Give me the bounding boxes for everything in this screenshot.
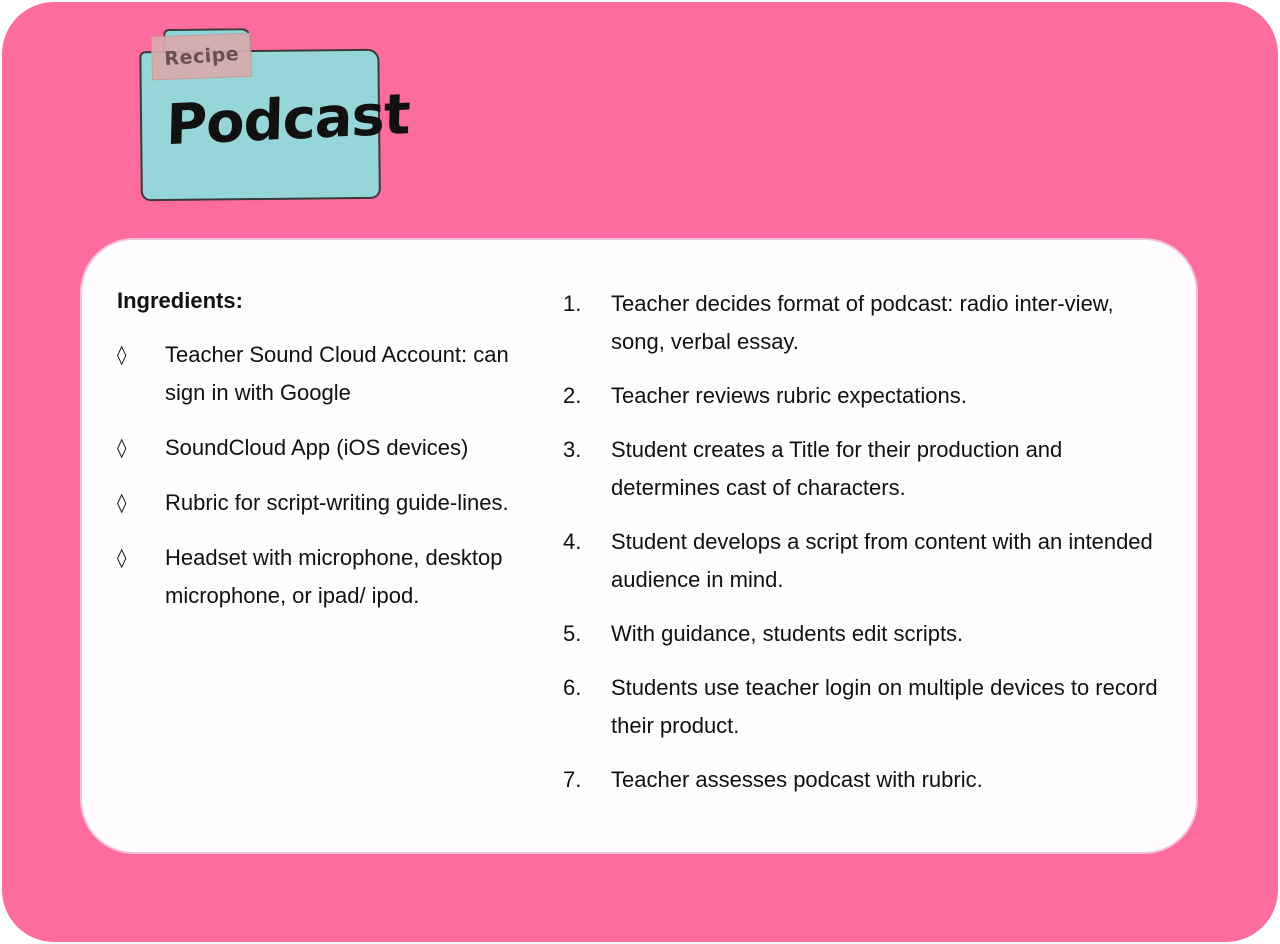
ingredient-text: Teacher Sound Cloud Account: can sign in with Google (165, 342, 509, 405)
step-text: Students use teacher login on multiple devices to record their product. (611, 675, 1158, 738)
step-number: 5. (563, 621, 582, 646)
ingredient-text: Rubric for script-writing guide-lines. (165, 490, 509, 515)
ingredient-text: SoundCloud App (iOS devices) (165, 435, 469, 460)
steps-list (563, 285, 1163, 815)
step-number: 6. (563, 675, 582, 700)
step-text: Teacher reviews rubric expectations. (611, 383, 967, 408)
diamond-bullet-icon: ◊ (117, 492, 127, 514)
tape-label (151, 33, 253, 81)
ingredients-heading: Ingredients: (117, 288, 243, 313)
diamond-bullet-icon: ◊ (117, 344, 127, 366)
list-item (117, 484, 517, 522)
step-number: 4. (563, 529, 582, 554)
step-number: 1. (563, 291, 582, 316)
folder-label (139, 27, 411, 204)
recipe-tab-label: Recipe (163, 42, 240, 71)
step-text: Teacher assesses podcast with rubric. (611, 767, 983, 792)
diamond-bullet-icon: ◊ (117, 547, 127, 569)
step-text: With guidance, students edit scripts. (611, 621, 964, 646)
list-item (117, 429, 517, 467)
step-number: 3. (563, 437, 582, 462)
page-title: Podcast (165, 82, 411, 159)
list-item (563, 285, 1163, 361)
step-text: Teacher decides format of podcast: radio inter-view, song, verbal essay. (611, 291, 1114, 354)
step-number: 7. (563, 767, 582, 792)
ingredient-text: Headset with microphone, desktop microphone, or ipad/ ipod. (165, 545, 503, 608)
list-item (117, 539, 517, 615)
list-item (563, 761, 1163, 799)
list-item (563, 431, 1163, 507)
step-text: Student develops a script from content with an intended audience in mind. (611, 529, 1153, 592)
list-item (563, 523, 1163, 599)
diamond-bullet-icon: ◊ (117, 437, 127, 459)
list-item (563, 669, 1163, 745)
ingredients-list (117, 336, 517, 632)
list-item (563, 377, 1163, 415)
step-text: Student creates a Title for their production and determines cast of characters. (611, 437, 1063, 500)
step-number: 2. (563, 383, 582, 408)
list-item (563, 615, 1163, 653)
list-item (117, 336, 517, 412)
